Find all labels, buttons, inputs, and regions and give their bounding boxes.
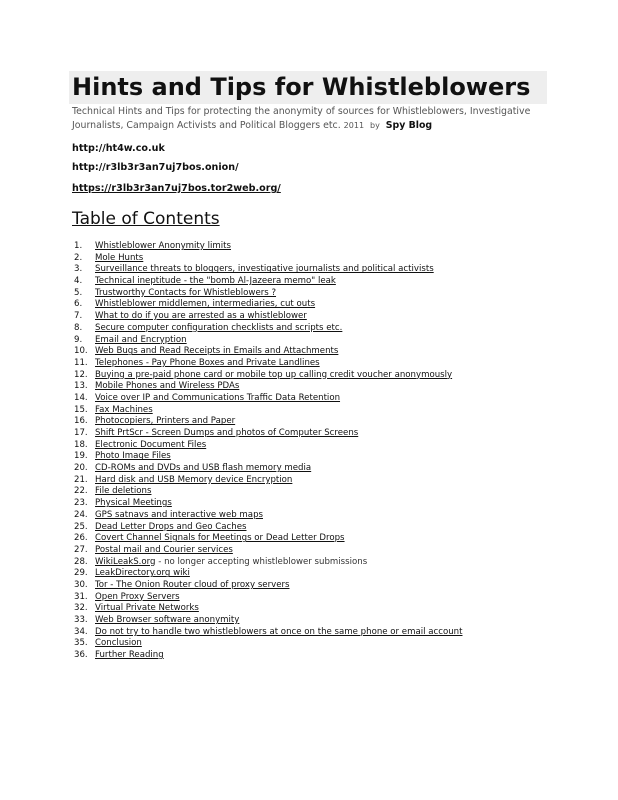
toc-item-number: 36. — [74, 650, 88, 661]
toc-item-number: 10. — [74, 346, 88, 357]
toc-item[interactable] — [74, 276, 462, 288]
toc-item[interactable] — [74, 311, 462, 323]
toc-item-note: - no longer accepting whistleblower submissions — [155, 556, 368, 567]
by-label: by — [370, 121, 380, 130]
toc-item-link[interactable]: Covert Channel Signals for Meetings or Dead Letter Drops — [95, 533, 345, 544]
onion-link[interactable]: http://r3lb3r3an7uj7bos.onion/ — [72, 162, 239, 173]
toc-item-number: 19. — [74, 451, 88, 462]
toc-item[interactable] — [74, 451, 462, 463]
toc-item-link[interactable]: WikiLeakS.org — [95, 556, 156, 567]
toc-item-number: 3. — [74, 264, 83, 275]
toc-item[interactable] — [74, 522, 462, 534]
website-link[interactable]: http://ht4w.co.uk — [72, 143, 165, 154]
toc-item-number: 2. — [74, 252, 83, 263]
toc-item[interactable] — [74, 381, 462, 393]
toc-item-number: 35. — [74, 638, 88, 649]
toc-item[interactable] — [74, 603, 462, 615]
toc-item-number: 17. — [74, 428, 88, 438]
toc-item-number: 24. — [74, 509, 88, 520]
toc-item-number: 11. — [74, 357, 88, 368]
toc-item[interactable] — [74, 592, 462, 604]
toc-item[interactable] — [74, 545, 462, 557]
toc-item[interactable] — [74, 650, 462, 662]
toc-item-number: 13. — [74, 381, 88, 392]
toc-item-number: 6. — [74, 299, 83, 310]
toc-item[interactable] — [74, 288, 462, 300]
toc-item[interactable] — [74, 440, 462, 452]
toc-item-link[interactable]: Mobile Phones and Wireless PDAs — [95, 381, 240, 392]
toc-item-link[interactable]: Voice over IP and Communications Traffic Data Retention — [95, 392, 341, 403]
toc-item[interactable] — [74, 253, 462, 265]
toc-item[interactable] — [74, 568, 462, 580]
toc-item-link[interactable]: Physical Meetings — [95, 498, 172, 509]
toc-item-number: 26. — [74, 533, 88, 544]
toc-item-number: 30. — [74, 579, 88, 590]
subtitle-text: Technical Hints and Tips for protecting the anonymity of sources for Whistleblowers, Investigative Journalists, Campaign Activists and Political Bloggers etc. — [72, 106, 531, 131]
toc-item-number: 16. — [74, 416, 88, 427]
toc-item[interactable] — [74, 533, 462, 545]
toc-item-link[interactable]: Technical ineptitude - the "bomb Al-Jazeera memo" leak — [95, 276, 336, 287]
toc-item-number: 32. — [74, 603, 88, 614]
toc-item[interactable] — [74, 241, 462, 253]
toc-item-link[interactable]: Trustworthy Contacts for Whistleblowers ? — [95, 287, 277, 298]
toc-item-link[interactable]: Fax Machines — [95, 404, 153, 415]
toc-item-link[interactable]: Electronic Document Files — [95, 439, 207, 450]
toc-item-link[interactable]: Secure computer configuration checklists and scripts etc. — [95, 322, 343, 333]
toc-item-link[interactable]: GPS satnavs and interactive web maps — [95, 509, 263, 520]
toc-item-link[interactable]: Whistleblower Anonymity limits — [95, 241, 231, 251]
toc-item-link[interactable]: Whistleblower middlemen, intermediaries, cut outs — [95, 299, 316, 310]
toc-item-number: 4. — [74, 276, 83, 287]
toc-item-link[interactable]: Telephones - Pay Phone Boxes and Private Landlines — [95, 357, 320, 368]
toc-item[interactable] — [74, 346, 462, 358]
toc-item-number: 8. — [74, 322, 83, 333]
toc-item-link[interactable]: Web Bugs and Read Receipts in Emails and Attachments — [95, 346, 339, 357]
toc-item-number: 21. — [74, 474, 88, 485]
toc-item-number: 27. — [74, 544, 88, 555]
table-of-contents — [74, 241, 462, 662]
page-subtitle — [72, 105, 562, 133]
toc-item-number: 33. — [74, 615, 88, 625]
toc-item-link[interactable]: Postal mail and Courier services — [95, 544, 233, 555]
toc-item[interactable] — [74, 358, 462, 370]
toc-item-number: 34. — [74, 626, 88, 637]
page-title: Hints and Tips for Whistleblowers — [72, 73, 531, 101]
toc-item-number: 15. — [74, 404, 88, 415]
tor2web-link[interactable]: https://r3lb3r3an7uj7bos.tor2web.org/ — [72, 183, 281, 194]
toc-item-number: 29. — [74, 568, 88, 579]
author-name: Spy Blog — [385, 120, 433, 131]
toc-item[interactable] — [74, 416, 462, 428]
toc-item[interactable] — [74, 405, 462, 417]
toc-item[interactable] — [74, 627, 462, 639]
toc-item-link[interactable]: LeakDirectory.org wiki — [95, 568, 190, 579]
toc-item[interactable] — [74, 486, 462, 498]
toc-item-link[interactable]: Virtual Private Networks — [95, 603, 199, 614]
toc-item[interactable] — [74, 510, 462, 522]
toc-item-link[interactable]: Further Reading — [95, 650, 164, 661]
toc-item-link[interactable]: Do not try to handle two whistleblowers at once on the same phone or email account — [95, 626, 463, 637]
toc-item-link[interactable]: CD-ROMs and DVDs and USB flash memory media — [95, 463, 312, 474]
toc-item-link[interactable]: What to do if you are arrested as a whistleblower — [95, 311, 307, 322]
toc-item-number: 9. — [74, 334, 83, 345]
toc-item-link[interactable]: Conclusion — [95, 638, 142, 649]
toc-item[interactable] — [74, 299, 462, 311]
toc-item[interactable] — [74, 323, 462, 335]
toc-item-number: 25. — [74, 521, 88, 532]
toc-item-number: 22. — [74, 486, 88, 497]
toc-item-number: 18. — [74, 439, 88, 450]
toc-item-number: 1. — [74, 241, 83, 251]
toc-item-link[interactable]: File deletions — [95, 486, 152, 497]
toc-item-link[interactable]: Tor - The Onion Router cloud of proxy servers — [95, 579, 290, 590]
toc-item-link[interactable]: Open Proxy Servers — [95, 591, 180, 602]
toc-item-number: 5. — [74, 287, 83, 298]
toc-item-link[interactable]: Photo Image Files — [95, 451, 171, 462]
toc-item[interactable] — [74, 393, 462, 405]
toc-item[interactable] — [74, 557, 462, 569]
toc-item-link[interactable]: Dead Letter Drops and Geo Caches — [95, 521, 247, 532]
toc-item-link[interactable]: Mole Hunts — [95, 252, 144, 263]
toc-item[interactable] — [74, 370, 462, 382]
toc-item-number: 23. — [74, 498, 88, 509]
toc-item[interactable] — [74, 475, 462, 487]
toc-item-link[interactable]: Hard disk and USB Memory device Encryption — [95, 474, 293, 485]
toc-item[interactable] — [74, 264, 462, 276]
toc-item[interactable] — [74, 463, 462, 475]
toc-heading: Table of Contents — [72, 209, 220, 229]
publication-year: 2011 — [343, 121, 365, 130]
toc-item[interactable] — [74, 428, 462, 440]
toc-item-number: 31. — [74, 591, 88, 602]
toc-item-link[interactable]: Email and Encryption — [95, 334, 187, 345]
toc-item[interactable] — [74, 638, 462, 650]
toc-item-number: 20. — [74, 463, 88, 474]
toc-item-link[interactable]: Buying a pre-paid phone card or mobile top up calling credit voucher anonymously — [95, 369, 453, 380]
toc-item-link[interactable]: Shift PrtScr - Screen Dumps and photos of Computer Screens — [95, 428, 359, 438]
toc-item[interactable] — [74, 615, 462, 627]
toc-item-link[interactable]: Surveillance threats to bloggers, investigative journalists and political activists — [95, 264, 434, 275]
toc-item-number: 28. — [74, 556, 88, 567]
toc-item-link[interactable]: Web Browser software anonymity — [95, 615, 240, 625]
toc-item-number: 14. — [74, 392, 88, 403]
toc-item-number: 7. — [74, 311, 83, 322]
toc-item[interactable] — [74, 335, 462, 347]
toc-item-link[interactable]: Photocopiers, Printers and Paper — [95, 416, 236, 427]
toc-item-number: 12. — [74, 369, 88, 380]
toc-item[interactable] — [74, 498, 462, 510]
toc-item[interactable] — [74, 580, 462, 592]
